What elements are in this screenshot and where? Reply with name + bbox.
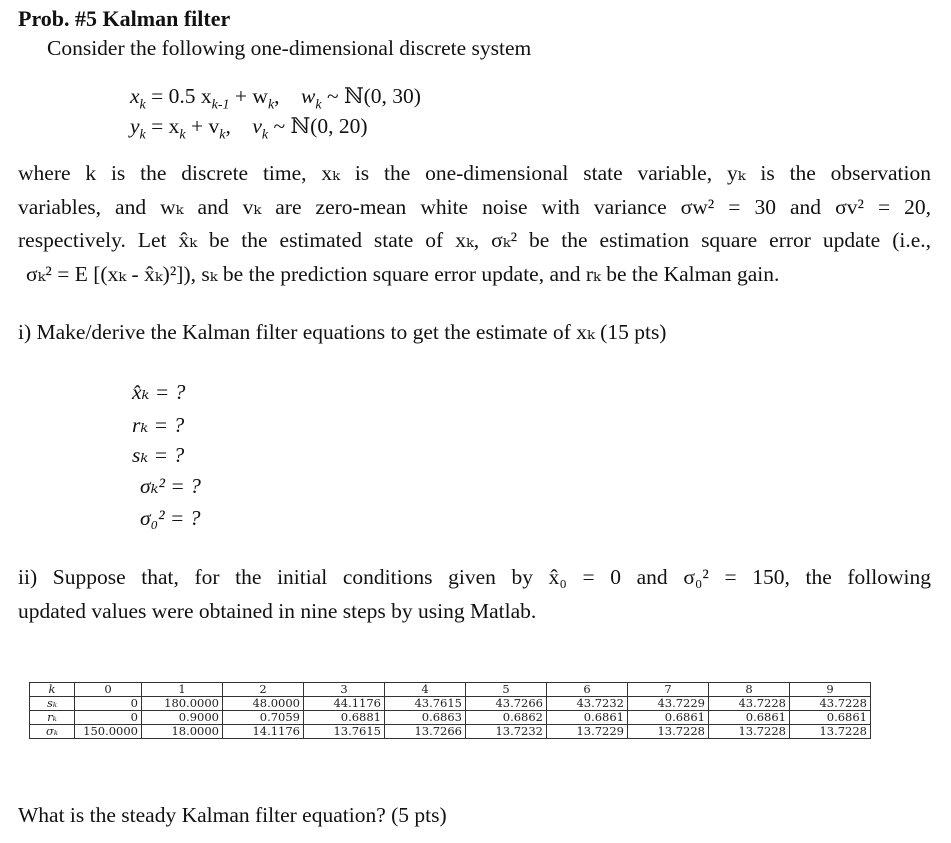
table-cell: 6 (547, 683, 628, 697)
table-cell: 43.7232 (547, 697, 628, 711)
eq1-sub: k (139, 97, 146, 113)
kalman-results-table (29, 682, 871, 739)
table-cell: 3 (304, 683, 385, 697)
table-cell: 0.9000 (142, 711, 223, 725)
row-label: k (30, 683, 75, 697)
system-equation-1: $x_k = 0.5$ $x_{k-1} + w_k$, $w_k$ ~ ℕ(0, 30) (130, 84, 421, 113)
table-row (30, 683, 871, 697)
part-ii-line2: updated values were obtained in nine steps by using Matlab. (18, 598, 537, 623)
problem-title: Prob. #5 Kalman filter (18, 6, 231, 31)
eq1-noise: w (301, 84, 316, 108)
final-question: What is the steady Kalman filter equation? (5 pts) (18, 803, 447, 827)
table-cell: 1 (142, 683, 223, 697)
table-cell: 0 (75, 697, 142, 711)
eq2-rhs: = x (145, 114, 180, 138)
table-cell: 44.1176 (304, 697, 385, 711)
table-cell: 5 (466, 683, 547, 697)
table-cell: 150.0000 (75, 725, 142, 739)
part-i-question: i) Make/derive the Kalman filter equations to get the estimate of xₖ (15 pts) (18, 320, 667, 344)
table-cell: 13.7232 (466, 725, 547, 739)
table-row (30, 725, 871, 739)
para1-line1: where k is the discrete time, xₖ is the one-dimensional state variable, yₖ is the observation (18, 161, 931, 185)
table-cell: 14.1176 (223, 725, 304, 739)
table-row (30, 697, 871, 711)
table-cell: 0.7059 (223, 711, 304, 725)
table-cell: 13.7228 (709, 725, 790, 739)
table-cell: 43.7266 (466, 697, 547, 711)
eq2-lhs: y (130, 114, 140, 138)
table-cell: 8 (709, 683, 790, 697)
table-cell: 7 (628, 683, 709, 697)
table-cell: 13.7228 (790, 725, 871, 739)
table-cell: 0 (75, 711, 142, 725)
unknown-sigma-0: σ₀² = ? (140, 506, 201, 530)
table-cell: 0.6862 (466, 711, 547, 725)
table-cell: 43.7228 (790, 697, 871, 711)
para1-line2: variables, and wₖ and vₖ are zero-mean white noise with variance σw² = 30 and σv² = 20, (18, 194, 931, 219)
row-label: sₖ (30, 697, 75, 711)
table-cell: 0.6861 (709, 711, 790, 725)
table-cell: 13.7229 (547, 725, 628, 739)
description-paragraph (18, 157, 931, 291)
table-cell: 2 (223, 683, 304, 697)
eq1-noise-sub: k (315, 97, 322, 113)
eq1-sub2: k-1 (211, 97, 230, 113)
eq2-sub2: k (179, 127, 186, 143)
table-cell: 43.7615 (385, 697, 466, 711)
table-cell: 18.0000 (142, 725, 223, 739)
table-cell: 13.7266 (385, 725, 466, 739)
eq2-noise-sub: k (261, 127, 269, 143)
para1-line3: respectively. Let x̂ₖ be the estimated state of xₖ, σₖ² be the estimation square error update (i.e., (18, 228, 931, 252)
eq1-tail: + w (229, 84, 268, 108)
unknown-xhat: x̂ₖ = ? (132, 380, 186, 404)
table-cell: 0.6861 (628, 711, 709, 725)
table-cell: 43.7228 (709, 697, 790, 711)
table-cell: 0.6861 (547, 711, 628, 725)
system-equation-2: $y_k = x_k + v_k$, $v_k$ ~ ℕ(0, 20) (130, 114, 368, 143)
table-cell: 0.6863 (385, 711, 466, 725)
row-label: rₖ (30, 711, 75, 725)
eq2-sub: k (139, 127, 146, 143)
eq2-dist: ~ ℕ(0, 20) (268, 114, 368, 138)
eq2-noise: v (252, 114, 262, 138)
table-cell: 180.0000 (142, 697, 223, 711)
table-cell: 0.6861 (790, 711, 871, 725)
eq2-tail: + v (185, 114, 220, 138)
part-ii-paragraph (18, 561, 931, 628)
table-cell: 4 (385, 683, 466, 697)
unknown-sigma-k: σₖ² = ? (140, 474, 201, 498)
eq2-sub3: k (219, 127, 226, 143)
table-cell: 48.0000 (223, 697, 304, 711)
para1-line4: σₖ² = E [(xₖ - x̂ₖ)²]), sₖ be the prediction square error update, and rₖ be the Kalman gain. (26, 261, 780, 286)
eq1-sub3: k (267, 97, 275, 113)
table-cell: 13.7615 (304, 725, 385, 739)
table-cell: 43.7229 (628, 697, 709, 711)
eq1-rhs: = 0.5 x (145, 84, 212, 108)
table-cell: 9 (790, 683, 871, 697)
unknown-rk: rₖ = ? (132, 413, 185, 437)
unknown-sk: sₖ = ? (132, 443, 185, 467)
intro-text: Consider the following one-dimensional discrete system (47, 36, 532, 60)
row-label: σₖ (30, 725, 75, 739)
eq1-dist: ~ ℕ(0, 30) (321, 84, 421, 108)
table-cell: 0 (75, 683, 142, 697)
part-ii-line1: ii) Suppose that, for the initial conditions given by x̂₀ = 0 and σ₀² = 150, the following (18, 565, 931, 589)
table-row (30, 711, 871, 725)
eq1-lhs: x (130, 84, 140, 108)
table-cell: 13.7228 (628, 725, 709, 739)
table-cell: 0.6881 (304, 711, 385, 725)
